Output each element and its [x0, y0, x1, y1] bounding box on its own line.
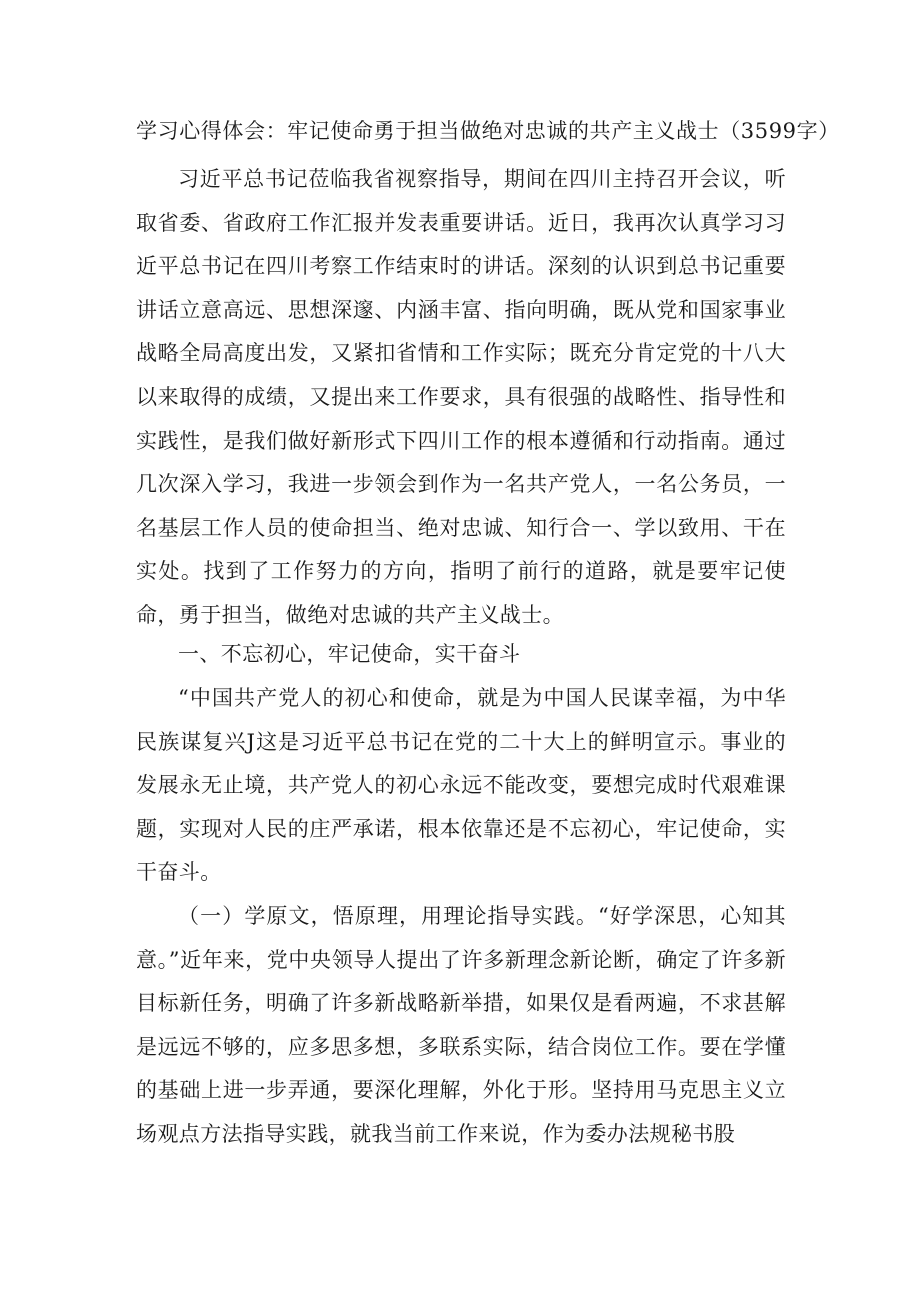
paragraph-intro: 习近平总书记莅临我省视察指导，期间在四川主持召开会议，听取省委、省政府工作汇报并发表重要讲话。近日，我再次认真学习习近平总书记在四川考察工作结束时的讲话。深刻的认识到总书记重要讲话立意高远、思想深邃、内涵丰富、指向明确，既从党和国家事业战略全局高度出发，又紧扣省情和工作实际；既充分肯定党的十八大以来取得的成绩，又提出来工作要求，具有很强的战略性、指导性和实践性，是我们做好新形式下四川工作的根本遵循和行动指南。通过几次深入学习，我进一步领会到作为一名共产党人，一名公务员，一名基层工作人员的使命担当、绝对忠诚、知行合一、学以致用、干在实处。找到了工作努力的方向，指明了前行的道路，就是要牢记使命，勇于担当，做绝对忠诚的共产主义战士。 — [136, 167, 786, 627]
paragraph-subsection-1: （一）学原文，悟原理，用理论指导实践。“好学深思，心知其意。”近年来，党中央领导人提出了许多新理念新论断，确定了许多新目标新任务，明确了许多新战略新举措，如果仅是看两遍，不求甚解是远远不够的，应多思多想，多联系实际，结合岗位工作。要在学懂的基础上进一步弄通，要深化理解，外化于形。坚持用马克思主义立场观点方法指导实践，就我当前工作来说，作为委办法规秘书股 — [136, 904, 786, 1146]
document-title: 学习心得体会：牢记使命勇于担当做绝对忠诚的共产主义战士（3599字） — [136, 119, 840, 143]
paragraph-quote: “中国共产党人的初心和使命，就是为中国人民谋幸福，为中华民族谋复兴J这是习近平总书记在党的二十大上的鲜明宣示。事业的发展永无止境，共产党人的初心永远不能改变，要想完成时代艰难课题，实现对人民的庄严承诺，根本依靠还是不忘初心，牢记使命，实干奋斗。 — [136, 686, 786, 885]
section-heading-1: 一、不忘初心，牢记使命，实干奋斗 — [178, 642, 521, 666]
